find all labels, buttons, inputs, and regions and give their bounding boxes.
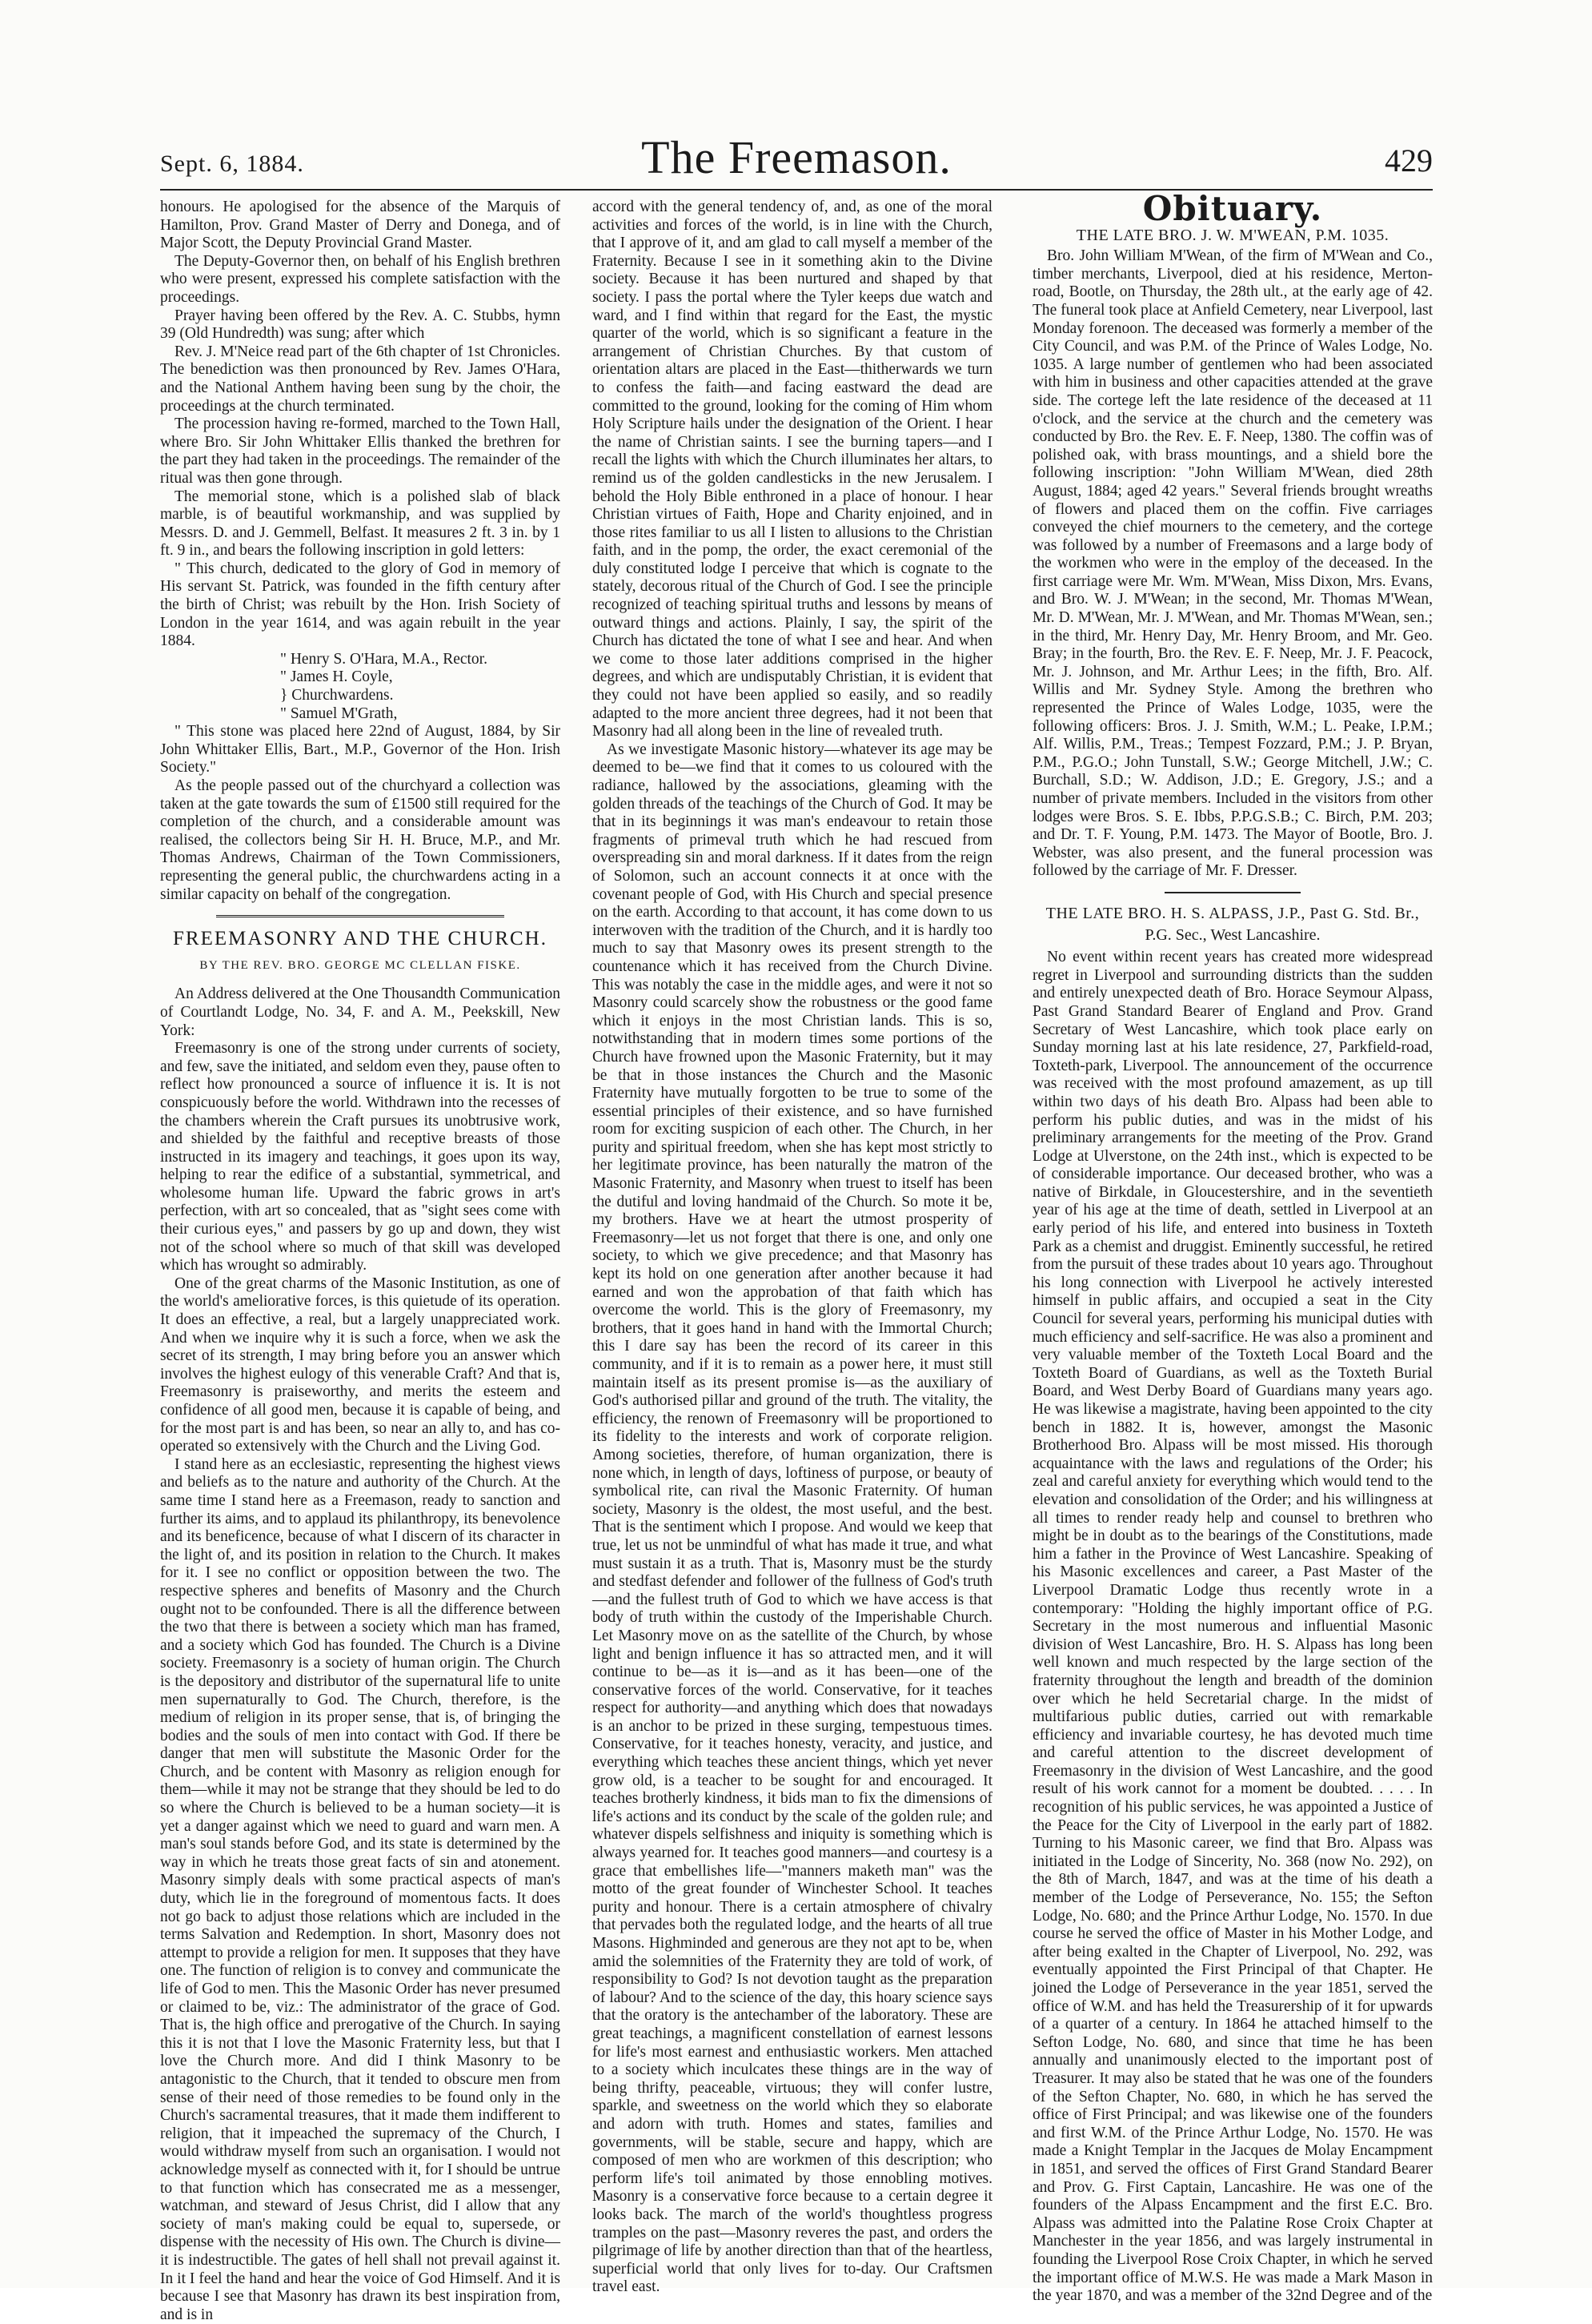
churchwardens-label: } Churchwardens.	[280, 687, 394, 704]
paragraph: Rev. J. M'Neice read part of the 6th chapter of 1st Chronicles. The benediction was then pronounced by Rev. James O'Hara, and the National Anthem having been sung by the choir, the proceedings at the church terminated.	[160, 343, 561, 415]
article-byline: BY THE REV. BRO. GEORGE MC CLELLAN FISKE.	[199, 958, 521, 972]
signature-churchwarden: " James H. Coyle,	[280, 668, 393, 686]
paragraph: Bro. John William M'Wean, of the firm of M'Wean and Co., timber merchants, Liverpool, died at his residence, Merton-road, Bootle, on Thursday, the 28th ult., at the early age of 42. The funeral took place at Anfield Cemetery, near Liverpool, last Monday forenoon. The deceased was formerly a member of the City Council, and was P.M. of the Prince of Wales Lodge, No. 1035. A large number of gentlemen who had been associated with him in business and other capacities attended at the grave side. The cortege left the late residence of the deceased at 11 o'clock, and the service at the church and the cemetery was conducted by Bro. the Rev. E. F. Neep, 1380. The coffin was of polished oak, with brass mountings, and a shield bore the following inscription: "John William M'Wean, died 28th August, 1884; aged 42 years." Several friends brought wreaths of flowers and placed them on the coffin. Five carriages conveyed the chief mourners to the cemetery, and the cortege was followed by a number of Freemasons and a large body of the workmen who were in the employ of the deceased. In the first carriage were Mr. Wm. M'Wean, Miss Dixon, Mrs. Evans, and Bro. W. J. M'Wean; in the second, Mr. Thomas M'Wean, Mr. D. M'Wean, Mr. J. M'Wean, and Mr. Thomas M'Wean, sen.; in the third, Mr. Henry Day, Mr. Henry Broom, and Mr. Geo. Bray; in the fourth, Bro. the Rev. E. F. Neep, Mr. J. F. Peacock, Mr. J. Johnson, and Mr. Arthur Lees; in the fifth, Bro. Alf. Willis and Mr. Sydney Style. Among the brethren who represented the Prince of Wales Lodge, 1035, were the following officers: Bros. J. J. Smith, W.M.; L. Peake, I.P.M.; Alf. Willis, P.M., Treas.; Tempest Fozzard, P.M.; J. P. Bryan, P.M., P.G.O.; John Tunstall, S.W.; George Mitchell, J.W.; C. Burchall, S.D.; W. Addison, J.D.; E. Gregory, J.S.; and a number of private members. Included in the visitors from other lodges were Bros. S. E. Ibbs, P.P.G.S.B.; C. Birch, P.M. 203; and Dr. T. F. Young, P.M. 1473. The Mayor of Bootle, Bro. J. Webster, was also present, and the funeral procession was followed by the carriage of Mr. F. Dresser.	[1033, 247, 1433, 880]
masthead	[160, 128, 1433, 184]
section-divider	[216, 915, 504, 917]
divider	[1165, 892, 1301, 893]
obituary-title: THE LATE BRO. H. S. ALPASS, J.P., Past G. Std. Br.,	[1045, 904, 1420, 922]
column-3	[1033, 189, 1433, 2306]
inscription: " This church, dedicated to the glory of God in memory of His servant St. Patrick, was founded in the fifth century after the birth of Christ; was rebuilt by the Hon. Irish Society of London in the year 1614, and was again rebuilt in the year 1884.	[160, 560, 560, 650]
paragraph: Freemasonry is one of the strong under currents of society, and few, save the initiated, and seldom even they, pause often to reflect how pronounced a source of influence it is. It is not conspicuously before the world. Withdrawn into the recesses of the chambers wherein the Craft pursues its unobtrusive work, and shielded by the faithful and receptive breasts of those instructed in its imagery and teachings, it goes upon its way, helping to rear the edifice of a substantial, symmetrical, and wholesome human life. Upward the fabric grows in art's perfection, with art so concealed, that as "sight sees come with their curious eyes," and passers by go up and down, they wist not of the school where so much of that skill was developed which has wrought so admirably.	[160, 1040, 560, 1274]
paragraph: The procession having re-formed, marched to the Town Hall, where Bro. Sir John Whittaker Ellis thanked the brethren for the part they had taken in the proceedings. The remainder of the ritual was then gone through.	[160, 415, 560, 487]
obituary-heading: Obituary.	[1142, 189, 1323, 228]
paragraph: The Deputy-Governor then, on behalf of his English brethren who were present, expressed his complete satisfaction with the proceedings.	[160, 252, 560, 306]
article-heading: FREEMASONRY AND THE CHURCH.	[173, 928, 547, 950]
column-2	[592, 199, 992, 2297]
paragraph: No event within recent years has created more widespread regret in Liverpool and surrounding districts than the sudden and entirely unexpected death of Bro. Horace Seymour Alpass, Past Grand Standard Bearer of England and Prov. Grand Secretary of West Lancashire, which took place early on Sunday morning last at his late residence, 27, Parkfield-road, Toxteth-park, Liverpool. The announcement of the occurrence was received with the most profound amazement, as up till within two days of his death Bro. Alpass had been able to perform his public duties, and was in the midst of his preliminary arrangements for the meeting of the Prov. Grand Lodge at Ulverstone, on the 24th inst., which is expected to be of considerable importance. Our deceased brother, who was a native of Birkdale, in Gloucestershire, and in the seventieth year of his age at the time of death, settled in Liverpool at an early period of his life, and entered into business in Toxteth Park as a chemist and druggist. Eminently successful, he retired from the pursuit of these trades about 10 years ago. Throughout his long connection with Liverpool he actively interested himself in public affairs, and occupied a seat in the City Council for several years, performing his municipal duties with much efficiency and self-sacrifice. He was also a prominent and very valuable member of the Toxteth Local Board and the Toxteth Board of Guardians, as well as the Toxteth Burial Board, and West Derby Board of Guardians many years ago. He was likewise a magistrate, having been appointed to the city bench in 1882. It is, however, amongst the Masonic Brotherhood Bro. Alpass will be most missed. His thorough acquaintance with the laws and regulations of the Order; his zeal and careful anxiety for everything which would tend to the elevation and consolidation of the Order; and his willingness at all times to render ready help and counsel to brethren who might be in doubt as to the bearings of the Constitutions, made him a father in the Province of West Lancashire. Speaking of his Masonic excellences and career, a Past Master of the Liverpool Dramatic Lodge thus recently wrote in a contemporary: "Holding the highly important office of P.G. Secretary in the most numerous and influential Masonic division of West Lancashire, Bro. H. S. Alpass has long been well known and much respected by the large section of the fraternity throughout the length and breadth of the dominion over which he held Secretarial charge. In the midst of multifarious public duties, carried out with remarkable efficiency and invariable courtesy, he has devoted much time and careful attention to the discreet development of Freemasonry in the division of West Lancashire, and the good result of his work cannot for a moment be doubted. . . . . In recognition of his public services, he was appointed a Justice of the Peace for the City of Liverpool in the early part of 1882. Turning to his Masonic career, we find that Bro. Alpass was initiated in the Lodge of Sincerity, No. 368 (now No. 292), on the 8th of March, 1847, and was at the time of his death a member of the Lodge of Perseverance, No. 155; the Sefton Lodge, No. 680; and the Prince Arthur Lodge, No. 1570. In due course he served the office of Master in his Mother Lodge, and after being exalted in the Chapter of Liverpool, No. 292, was eventually appointed the First Principal of that Chapter. He joined the Lodge of Perseverance in the year 1851, served the office of W.M. and has held the Treasurership of it for upwards of a quarter of a century. In 1864 he attached himself to the Sefton Lodge, No. 680, and since that time he has been annually and unanimously elected to the important post of Treasurer. It may also be stated that he was one of the founders of the Sefton Chapter, No. 680, in which he has served the office of First Principal; and was likewise one of the founders and first W.M. of the Prince Arthur Lodge, No. 1570. He was made a Knight Templar in the Jacques de Molay Encampment in 1851, and served the offices of First Grand Standard Bearer and Prov. G. First Captain, Lancashire. He was one of the founders of the Alpass Encampment and the first E.C. Bro. Alpass was admitted into the Palatine Rose Croix Chapter at Manchester in the year 1856, and was largely instrumental in founding the Liverpool Rose Croix Chapter, in which he served the important office of M.W.S. He was made a Mark Mason in the year 1870, and was a member of the 32nd Degree and of the	[1033, 949, 1433, 2305]
signature-rector: " Henry S. O'Hara, M.A., Rector.	[280, 650, 487, 668]
issue-date: Sept. 6, 1884.	[160, 151, 304, 177]
paragraph: As the people passed out of the churchyard a collection was taken at the gate towards the sum of £1500 still required for the completion of the church, and a considerable amount was realised, the collectors being Sir H. H. Bruce, M.P., and Mr. Thomas Andrews, Chairman of the Town Commissioners, representing the general public, the churchwardens acting in a similar capacity on behalf of the congregation.	[160, 777, 560, 903]
newspaper-title: The Freemason.	[641, 131, 952, 183]
paragraph: An Address delivered at the One Thousandth Communication of Courtlandt Lodge, No. 34, F. and A. M., Peekskill, New York:	[160, 985, 560, 1039]
paragraph: One of the great charms of the Masonic Institution, as one of the world's ameliorative forces, is this quietude of its operation. It does an effective, a real, but a largely unappreciated work. And when we inquire why it is such a force, when we ask the secret of its strength, I may bring before you an answer which involves the highest eulogy of this venerable Craft? And that is, Freemasonry is praiseworthy, and merits the esteem and confidence of all good men, because it is capable of being, and for the most part is and has been, so near an ally to, and has co-operated so extensively with the Church and the Living God.	[160, 1274, 560, 1455]
obituary-subtitle: P.G. Sec., West Lancashire.	[1145, 925, 1321, 944]
column-1	[160, 199, 560, 2324]
paragraph: As we investigate Masonic history—whatever its age may be deemed to be—we find that it comes to us coloured with the radiance, hallowed by the associations, gleaming with the golden threads of the teachings of the Church of God. It may be that in its beginnings it was man's endeavour to retain those fragments of primeval truth which he had rescued from overspreading sin and moral darkness. If it dates from the reign of Solomon, such an account connects it at once with the covenant people of God, with His Church and special presence on the earth. According to that account, it has come down to us interwoven with the tradition of the Church, and it is hardly too much to say that Masonry owes its present strength to the countenance which it has received from the Church Divine. This was notably the case in the middle ages, and were it not so Masonry could scarcely show the robustness or the good fame which it enjoys in the most Christian lands. This is so, notwithstanding that in modern times some portions of the Church have frowned upon the Masonic Fraternity, but it may be that in those instances the Church and the Masonic Fraternity have mutually forgotten to be true to some of the essential principles of their existence, and so have furnished room for exciting suspicion of each other. The Church, in her purity and spiritual freedom, when she has kept most strictly to her legitimate province, has been naturally the matron of the Masonic Fraternity, and Masonry when truest to itself has been the dutiful and loving handmaid of the Church. So mote it be, my brothers. Have we at heart the utmost prosperity of Freemasonry—let us not forget that there is one, and only one society, to which we give precedence; and that Masonry has kept its hold on one generation after another because it had earned and won the approbation of that faith which has overcome the world. This is the glory of Freemasonry, my brothers, that it goes hand in hand with the Immortal Church; this I dare say has been the record of its career in this community, and if it is to remain as a power here, it must still maintain itself as its present promise is—as the auxiliary of God's authorised pillar and ground of the truth. The vitality, the efficiency, the renown of Freemasonry will be proportioned to its fidelity to the interests and work of corporate religion. Among societies, therefore, of human organization, there is none which, in length of days, loftiness of purpose, or beauty of symbolical rite, can rival the Masonic Fraternity. Of human society, Masonry is the oldest, the most useful, and the best. That is the sentiment which I propose. And would we keep that true, let us not be unmindful of what has made it true, and what must sustain it as a truth. That is, Masonry must be the sturdy and stedfast defender and follower of the fullness of God's truth—and the fullest truth of God to which we have access is that body of truth within the custody of the Imperishable Church. Let Masonry move on as the satellite of the Church, by whose light and benign influence it has so attracted men, and it will continue to be—as it is—and as it has been—one of the conservative forces of the world. Conservative, for it teaches respect for authority—and anything which does that nowadays is an anchor to be prized in these surging, tempestuous times. Conservative, for it teaches honesty, veracity, and justice, and everything which teaches these ancient things, which yet never grow old, is a teacher to be sought for and encouraged. It teaches brotherly kindness, it bids man to fix the dimensions of life's actions and its conduct by the scale of the golden rule; and whatever dispels selfishness and iniquity is something which is always yearned for. It teaches good manners—and courtesy is a grace that embellishes life—"manners maketh man" was the motto of the great founder of Winchester School. It teaches purity and honour. There is a certain atmosphere of chivalry that pervades both the regulated lodge, and the hearts of all true Masons. Highminded and generous are they not apt to be, when amid the solemnities of the Fraternity they are told of work, of responsibility to God? Is not devotion taught as the preparation of labour? And to the science of the day, this hoary science says that the oratory is the antechamber of the laboratory. These are great teachings, a magnificent constellation of earnest lessons for life's most earnest and enthusiastic workers. Men attached to a society which inculcates these things are in the way of being thrifty, peaceable, virtuous; they will confer lustre, sparkle, and sweetness on the world which they so elaborate and adorn with truth. Homes and states, families and governments, will be stable, secure and happy, which are composed of men who are workmen of this description; who perform life's toil animated by those ennobling motives. Masonry is a conservative force because to a certain degree it looks back. The march of the world's thoughtless progress tramples on the past—Masonry reveres the past, and orders the pilgrimage of life by another direction than that of the heartless, superficial world that only lives for to-day. Our Craftsmen travel east.	[592, 741, 992, 2296]
obituary-title: THE LATE BRO. J. W. M'WEAN, P.M. 1035.	[1076, 226, 1389, 244]
page-number: 429	[1385, 142, 1433, 179]
paragraph: I stand here as an ecclesiastic, representing the highest views and beliefs as to the nature and authority of the Church. At the same time I stand here as a Freemason, ready to sanction and further its aims, and to applaud its philanthropy, its benevolence and its beneficence, because of what I discern of its character in the light of, and its position in relation to the Church. It makes for it. I see no conflict or opposition between the two. The respective spheres and benefits of Masonry and the Church ought not to be confounded. There is all the difference between the two that there is between a society which man has framed, and a society which God has founded. The Church is a Divine society. Freemasonry is a society of human origin. The Church is the depository and distributor of the supernatural life to unite men supernaturally to God. The Church, therefore, is the medium of religion in its proper sense, that is, of bringing the bodies and the souls of men into contact with God. If there be danger that men will substitute the Masonic Order for the Church, and be content with Masonry as religion enough for them—while it may not be strange that they should be led to do so where the Church is believed to be a human society—it is yet a danger against which we need to guard and warn men. A man's soul stands before God, and its state is determined by the way in which he treats those great facts of sin and atonement. Masonry simply deals with some practical aspects of man's duty, which lie in the foreground of momentous facts. It does not go back to adjust those relations which are included in the terms Salvation and Redemption. In short, Masonry does not attempt to provide a religion for men. It supposes that they have one. The function of religion is to convey and communicate the life of God to men. This the Masonic Order has never presumed or claimed to be, viz.: The administrator of the grace of God. That is, the high office and prerogative of the Church. In saying this it is not that I love the Masonic Fraternity less, but that I love the Church more. And did I think Masonry to be antagonistic to the Church, that it tended to obscure men from sense of their need of those remedies to be found only in the Church's sacramental treasures, that it made them indifferent to religion, that it impeached the supremacy of the Church, I would withdraw myself from such an organisation. I would not acknowledge myself as connected with it, for I should be untrue to that function which has consecrated me as a messenger, watchman, and steward of Jesus Christ, did I allow that any society of man's making could be equal to, supersede, or dispense with the necessity of His own. The Church is divine—it is indestructible. The gates of hell shall not prevail against it. In it I feel the hand and hear the voice of God Himself. And it is because I see that Masonry has drawn its best inspiration from, and is in	[160, 1455, 560, 2323]
inscription: " This stone was placed here 22nd of August, 1884, by Sir John Whittaker Ellis, Bart., M.P., Governor of the Hon. Irish Society."	[160, 723, 560, 777]
signature-churchwarden: " Samuel M'Grath,	[280, 704, 398, 722]
paragraph: Prayer having been offered by the Rev. A. C. Stubbs, hymn 39 (Old Hundredth) was sung; after which	[160, 307, 560, 343]
paragraph: accord with the general tendency of, and, as one of the moral activities and forces of the world, is in line with the Church, that I approve of it, and am glad to call myself a member of the Fraternity. Because I see in it something akin to the Divine society. Because it has been nurtured and shaped by that society. I pass the portal where the Tyler keeps due watch and ward, and I find within that regard for the East, the mystic quarter of the world, which is so significant a feature in the arrangement of Christian Churches. By that custom of orientation altars are placed in the East—thitherwards we turn to confess the faith—and facing eastward the dead are committed to the ground, looking for the coming of Him whom Holy Scripture hails under the designation of the Orient. I hear the name of Christian saints. I see the burning tapers—and I recall the lights with which the Church illuminates her altars, to remind us of the golden candlesticks in the new Jerusalem. I behold the Holy Bible enthroned in a place of honour. I hear Christian virtues of Faith, Hope and Charity enjoined, and in those rites familiar to us all I listen to allusions to the Christian faith, and in the pomp, the order, the exact ceremonial of the duly constituted lodge I perceive that which is cognate to the stately, decorous ritual of the Church of God. I see the principle recognized of teaching spiritual truths and lessons by means of outward things and actions. Plainly, I say, the spirit of the Church has dictated the tone of what I see and hear. And when we come to those later additions comprised in the higher degrees, and which are undisputably Christian, it is evident that they could not have been applied so easily, and so readily adapted to the more ancient three degrees, had it not been that Masonry had all along been in the line of revealed truth.	[592, 199, 992, 741]
paragraph: honours. He apologised for the absence of the Marquis of Hamilton, Prov. Grand Master of Derry and Donega, and of Major Scott, the Deputy Provincial Grand Master.	[160, 199, 560, 252]
paragraph: The memorial stone, which is a polished slab of black marble, is of beautiful workmanship, and was supplied by Messrs. D. and J. Gemmell, Belfast. It measures 2 ft. 3 in. by 1 ft. 9 in., and bears the following inscription in gold letters:	[160, 488, 560, 560]
